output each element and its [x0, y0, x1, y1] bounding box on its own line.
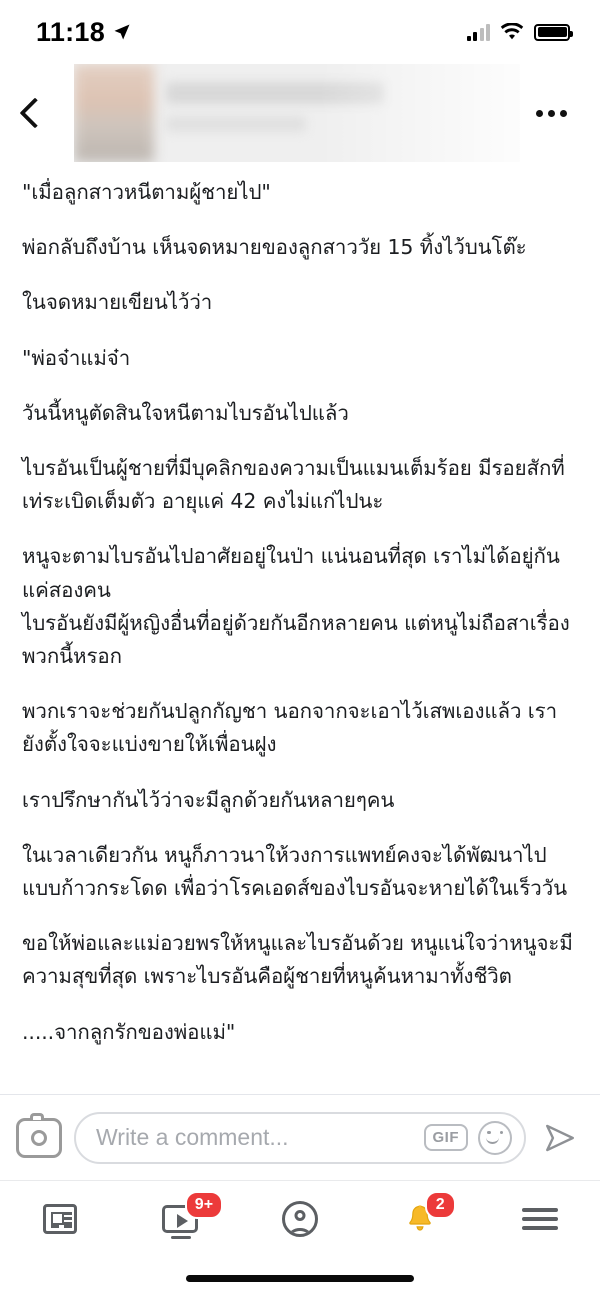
send-icon	[543, 1121, 577, 1155]
home-indicator-area	[0, 1257, 600, 1299]
profile-icon	[282, 1201, 318, 1237]
more-options-icon	[560, 110, 567, 117]
comment-placeholder: Write a comment...	[96, 1124, 289, 1150]
tab-news-feed[interactable]	[0, 1181, 120, 1257]
battery-full-icon	[534, 24, 570, 41]
hamburger-menu-icon	[522, 1208, 558, 1230]
post-paragraph: วันนี้หนูตัดสินใจหนีตามไบรอันไปแล้ว	[22, 400, 349, 425]
comment-input[interactable]	[74, 1112, 526, 1164]
back-button[interactable]	[24, 102, 64, 124]
post-paragraph: .....จากลูกรักของพ่อแม่"	[22, 1019, 236, 1044]
camera-icon[interactable]	[16, 1118, 62, 1158]
chevron-left-icon	[19, 97, 50, 128]
more-options-button[interactable]	[528, 110, 574, 117]
bottom-tab-bar	[0, 1180, 600, 1257]
header-fade-overlay	[74, 64, 520, 162]
status-bar-left	[36, 17, 131, 48]
comment-composer	[0, 1094, 600, 1180]
watch-badge: 9+	[185, 1191, 223, 1219]
more-options-icon	[548, 110, 555, 117]
wifi-icon	[500, 23, 524, 41]
tab-notifications[interactable]	[360, 1181, 480, 1257]
post-paragraph: ในจดหมายเขียนไว้ว่า	[22, 290, 213, 315]
location-arrow-icon	[113, 23, 131, 41]
post-paragraph: พวกเราจะช่วยกันปลูกกัญชา นอกจากจะเอาไว้เสพเองแล้ว เรายังตั้งใจจะแบ่งขายให้เพื่อนฝูง	[22, 699, 557, 757]
post-paragraph: ในเวลาเดียวกัน หนูก็ภาวนาให้วงการแพทย์คงจะได้พัฒนาไปแบบก้าวกระโดด เพื่อว่าโรคเอดส์ของไบรอันจะหายได้ในเร็ววัน	[22, 842, 568, 901]
post-paragraph: "เมื่อลูกสาวหนีตามผู้ชายไป"	[22, 180, 271, 204]
home-indicator[interactable]	[186, 1275, 414, 1282]
top-navigation-bar	[0, 64, 600, 162]
tab-watch[interactable]	[120, 1181, 240, 1257]
status-bar-right	[467, 23, 571, 41]
post-paragraph: หนูจะตามไบรอันไปอาศัยอยู่ในป่า แน่นอนที่สุด เราไม่ได้อยู่กันแค่สองคน	[22, 544, 560, 602]
post-paragraph: ขอให้พ่อและแม่อวยพรให้หนูและไบรอันด้วย หนูแน่ใจว่าหนูจะมีความสุขที่สุด เพราะไบรอันคือผู้ชายที่หนูค้นหามาทั้งชีวิต	[22, 931, 573, 989]
smiley-icon[interactable]	[478, 1121, 512, 1155]
tab-menu[interactable]	[480, 1181, 600, 1257]
send-button[interactable]	[538, 1116, 582, 1160]
status-bar	[0, 0, 600, 64]
post-content	[0, 162, 600, 1094]
tab-profile[interactable]	[240, 1181, 360, 1257]
post-paragraph: พ่อกลับถึงบ้าน เห็นจดหมายของลูกสาววัย 15 ทิ้งไว้บนโต๊ะ	[22, 235, 527, 260]
post-paragraph: เราปรึกษากันไว้ว่าจะมีลูกด้วยกันหลายๆคน	[22, 787, 395, 812]
more-options-icon	[536, 110, 543, 117]
status-time: 11:18	[36, 16, 106, 47]
post-paragraph: ไบรอันเป็นผู้ชายที่มีบุคลิกของความเป็นแมนเต็มร้อย มีรอยสักที่เท่ระเบิดเต็มตัว อายุแค่ 42 คงไม่แก่ไปนะ	[22, 456, 565, 514]
cellular-signal-icon	[467, 23, 491, 41]
blurred-page-header[interactable]	[74, 64, 520, 162]
post-paragraph: ไบรอันยังมีผู้หญิงอื่นที่อยู่ด้วยกันอีกหลายคน แต่หนูไม่ถือสาเรื่องพวกนี้หรอก	[22, 610, 570, 669]
post-paragraph: "พ่อจ๋าแม่จ๋า	[22, 345, 131, 370]
news-feed-icon	[43, 1204, 77, 1234]
notifications-badge: 2	[425, 1191, 456, 1219]
gif-button[interactable]: GIF	[424, 1124, 469, 1151]
